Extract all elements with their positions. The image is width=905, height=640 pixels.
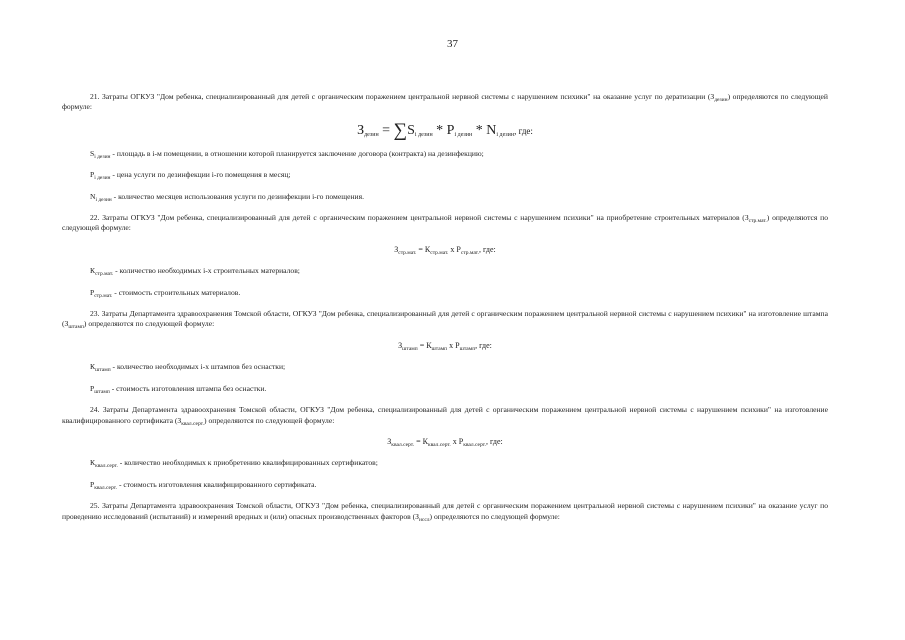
definition-22-k bbox=[62, 266, 828, 276]
formula-21 bbox=[62, 121, 828, 141]
paragraph-25-sub: иссл bbox=[418, 516, 430, 523]
f22-b: Р bbox=[456, 244, 461, 254]
f22-eq: = bbox=[416, 244, 425, 254]
f21-mul2: * bbox=[472, 122, 487, 138]
def-sub: i дезин bbox=[95, 196, 112, 203]
f23-lhs-sub: штамп bbox=[402, 345, 418, 352]
f24-a-sub: квал.серт. bbox=[427, 441, 451, 448]
definition-23-p bbox=[62, 384, 828, 394]
document-body bbox=[62, 92, 828, 522]
f21-lhs-sub: дезин bbox=[364, 131, 379, 138]
f23-a: К bbox=[426, 340, 432, 350]
f24-lhs-sub: квал.серт. bbox=[391, 441, 415, 448]
def-symbol: Р bbox=[90, 383, 95, 393]
f22-lhs-sub: стр.мат. bbox=[398, 249, 417, 256]
def-text: - количество месяцев использования услуги по дезинфекции i-го помещения. bbox=[111, 191, 364, 201]
paragraph-22-sub: стр.мат. bbox=[748, 218, 767, 225]
def-sub: квал.серт. bbox=[94, 484, 118, 491]
f23-eq: = bbox=[417, 340, 427, 350]
f23-tail: , где: bbox=[475, 340, 492, 350]
definition-21-n bbox=[62, 192, 828, 202]
f24-lhs: З bbox=[387, 436, 392, 446]
def-symbol: N bbox=[90, 191, 96, 201]
paragraph-24 bbox=[62, 405, 828, 426]
def-text: - количество необходимых к приобретению квалифицированных сертификатов; bbox=[117, 458, 378, 468]
def-text: - цена услуги по дезинфекции i-го помещения в месяц; bbox=[110, 170, 291, 180]
def-text: - стоимость изготовления штампа без оснастки. bbox=[109, 383, 267, 393]
def-symbol: Р bbox=[90, 287, 95, 297]
def-symbol: Р bbox=[90, 479, 95, 489]
formula-23 bbox=[62, 341, 828, 351]
f24-a: К bbox=[422, 436, 428, 446]
def-sub: квал.серт. bbox=[95, 463, 118, 470]
f22-tail: , где: bbox=[479, 244, 496, 254]
f23-b: Р bbox=[455, 340, 460, 350]
def-text: - стоимость изготовления квалифицированного сертификата. bbox=[117, 479, 317, 489]
f22-lhs: З bbox=[394, 244, 399, 254]
def-text: - количество необходимых i-х строительных материалов; bbox=[113, 266, 300, 276]
paragraph-21-text: 21. Затраты ОГКУЗ "Дом ребенка, специализированный для детей с органическим поражением центральной нервной системы с нарушением психики" на оказание услуг по дератизации (З bbox=[90, 92, 715, 101]
f24-b: Р bbox=[458, 436, 464, 446]
paragraph-22-text: 22. Затраты ОГКУЗ "Дом ребенка, специализированный для детей с органическим поражением центральной нервной системы с нарушением психики" на приобретение строительных материалов (З bbox=[90, 213, 749, 223]
f23-op: х bbox=[447, 340, 456, 350]
paragraph-24-tail: ) определяются по следующей формуле: bbox=[204, 415, 335, 425]
def-symbol: К bbox=[90, 362, 96, 372]
def-symbol: S bbox=[90, 148, 95, 158]
paragraph-24-text: 24. Затраты Департамента здравоохранения Томской области, ОГКУЗ "Дом ребенка, специализированный для детей с органическим поражением центральной нервной системы с нарушением психики" на изготовление квалифицированного сертификата (З bbox=[62, 405, 828, 425]
sum-symbol: ∑ bbox=[393, 119, 408, 141]
formula-22 bbox=[62, 245, 828, 255]
def-text: - количество необходимых i-х штампов без оснастки; bbox=[110, 362, 286, 372]
f22-b-sub: стр.мат. bbox=[460, 249, 480, 256]
def-sub: штамп bbox=[94, 388, 110, 395]
f21-n: N bbox=[486, 122, 497, 138]
definition-24-k bbox=[62, 458, 828, 468]
paragraph-21-tail: ) определяются по следующей формуле: bbox=[62, 92, 828, 112]
paragraph-25-text: 25. Затраты Департамента здравоохранения Томской области, ОГКУЗ "Дом ребенка, специализированный для детей с органическим поражением центральной нервной системы с нарушением психики" на оказание услуг по проведению исследований (испытаний) и измерений вредных и (или) опасных производственных факторов (З bbox=[62, 501, 828, 521]
f21-tail: , где: bbox=[514, 125, 533, 136]
f23-lhs: З bbox=[398, 340, 403, 350]
paragraph-23-text: 23. Затраты Департамента здравоохранения Томской области, ОГКУЗ "Дом ребенка, специализированный для детей с органическим поражением центральной нервной системы с нарушением психики" на изготовление штампа (З bbox=[62, 309, 828, 329]
f22-a: К bbox=[424, 244, 431, 254]
definition-23-k bbox=[62, 362, 828, 372]
paragraph-24-sub: квал.серт. bbox=[181, 420, 205, 427]
f21-lhs: З bbox=[357, 122, 365, 138]
def-text: - стоимость строительных материалов. bbox=[112, 287, 241, 297]
def-text: - площадь в i-м помещении, в отношении которой планируется заключение договора (контракта) на дезинфекцию; bbox=[110, 148, 484, 158]
paragraph-22 bbox=[62, 213, 828, 234]
f24-op: х bbox=[450, 436, 459, 446]
f21-mul1: * bbox=[432, 122, 447, 138]
formula-24 bbox=[62, 437, 828, 447]
paragraph-25 bbox=[62, 501, 828, 522]
paragraph-23 bbox=[62, 309, 828, 330]
def-symbol: К bbox=[90, 458, 96, 468]
f23-a-sub: штамп bbox=[431, 345, 448, 352]
def-sub: стр.мат. bbox=[95, 271, 114, 278]
paragraph-21-sub: дезин bbox=[714, 97, 728, 103]
paragraph-23-tail: ) определяются по следующей формуле: bbox=[83, 319, 215, 329]
paragraph-25-tail: ) определяются по следующей формуле: bbox=[429, 511, 560, 521]
f22-op: х bbox=[448, 244, 457, 254]
definition-21-p bbox=[62, 170, 828, 180]
def-symbol: P bbox=[90, 170, 95, 180]
def-sub: стр.мат. bbox=[94, 292, 113, 299]
def-sub: штамп bbox=[95, 367, 111, 374]
definition-22-p bbox=[62, 288, 828, 298]
def-symbol: К bbox=[90, 266, 96, 276]
page-number: 37 bbox=[447, 38, 458, 50]
f24-eq: = bbox=[414, 436, 423, 446]
f22-a-sub: стр.мат. bbox=[430, 249, 449, 256]
def-sub: i дезин bbox=[94, 153, 111, 160]
f21-s: S bbox=[407, 122, 415, 138]
paragraph-23-sub: штамп bbox=[68, 324, 84, 331]
f21-n-sub: i дезин bbox=[496, 131, 515, 138]
f21-eq: = bbox=[378, 122, 394, 138]
f21-p: P bbox=[446, 122, 455, 138]
definition-21-s bbox=[62, 149, 828, 159]
paragraph-21 bbox=[62, 92, 828, 113]
paragraph-22-tail: ) определяются по следующей формуле: bbox=[62, 213, 829, 233]
f21-s-sub: i дезин bbox=[414, 131, 433, 138]
f21-p-sub: i дезин bbox=[454, 131, 473, 138]
f24-tail: , где: bbox=[486, 436, 503, 446]
definition-24-p bbox=[62, 480, 828, 490]
f23-b-sub: штамп bbox=[459, 345, 476, 352]
def-sub: i дезин bbox=[94, 175, 111, 182]
f24-b-sub: квал.серт. bbox=[463, 441, 487, 448]
